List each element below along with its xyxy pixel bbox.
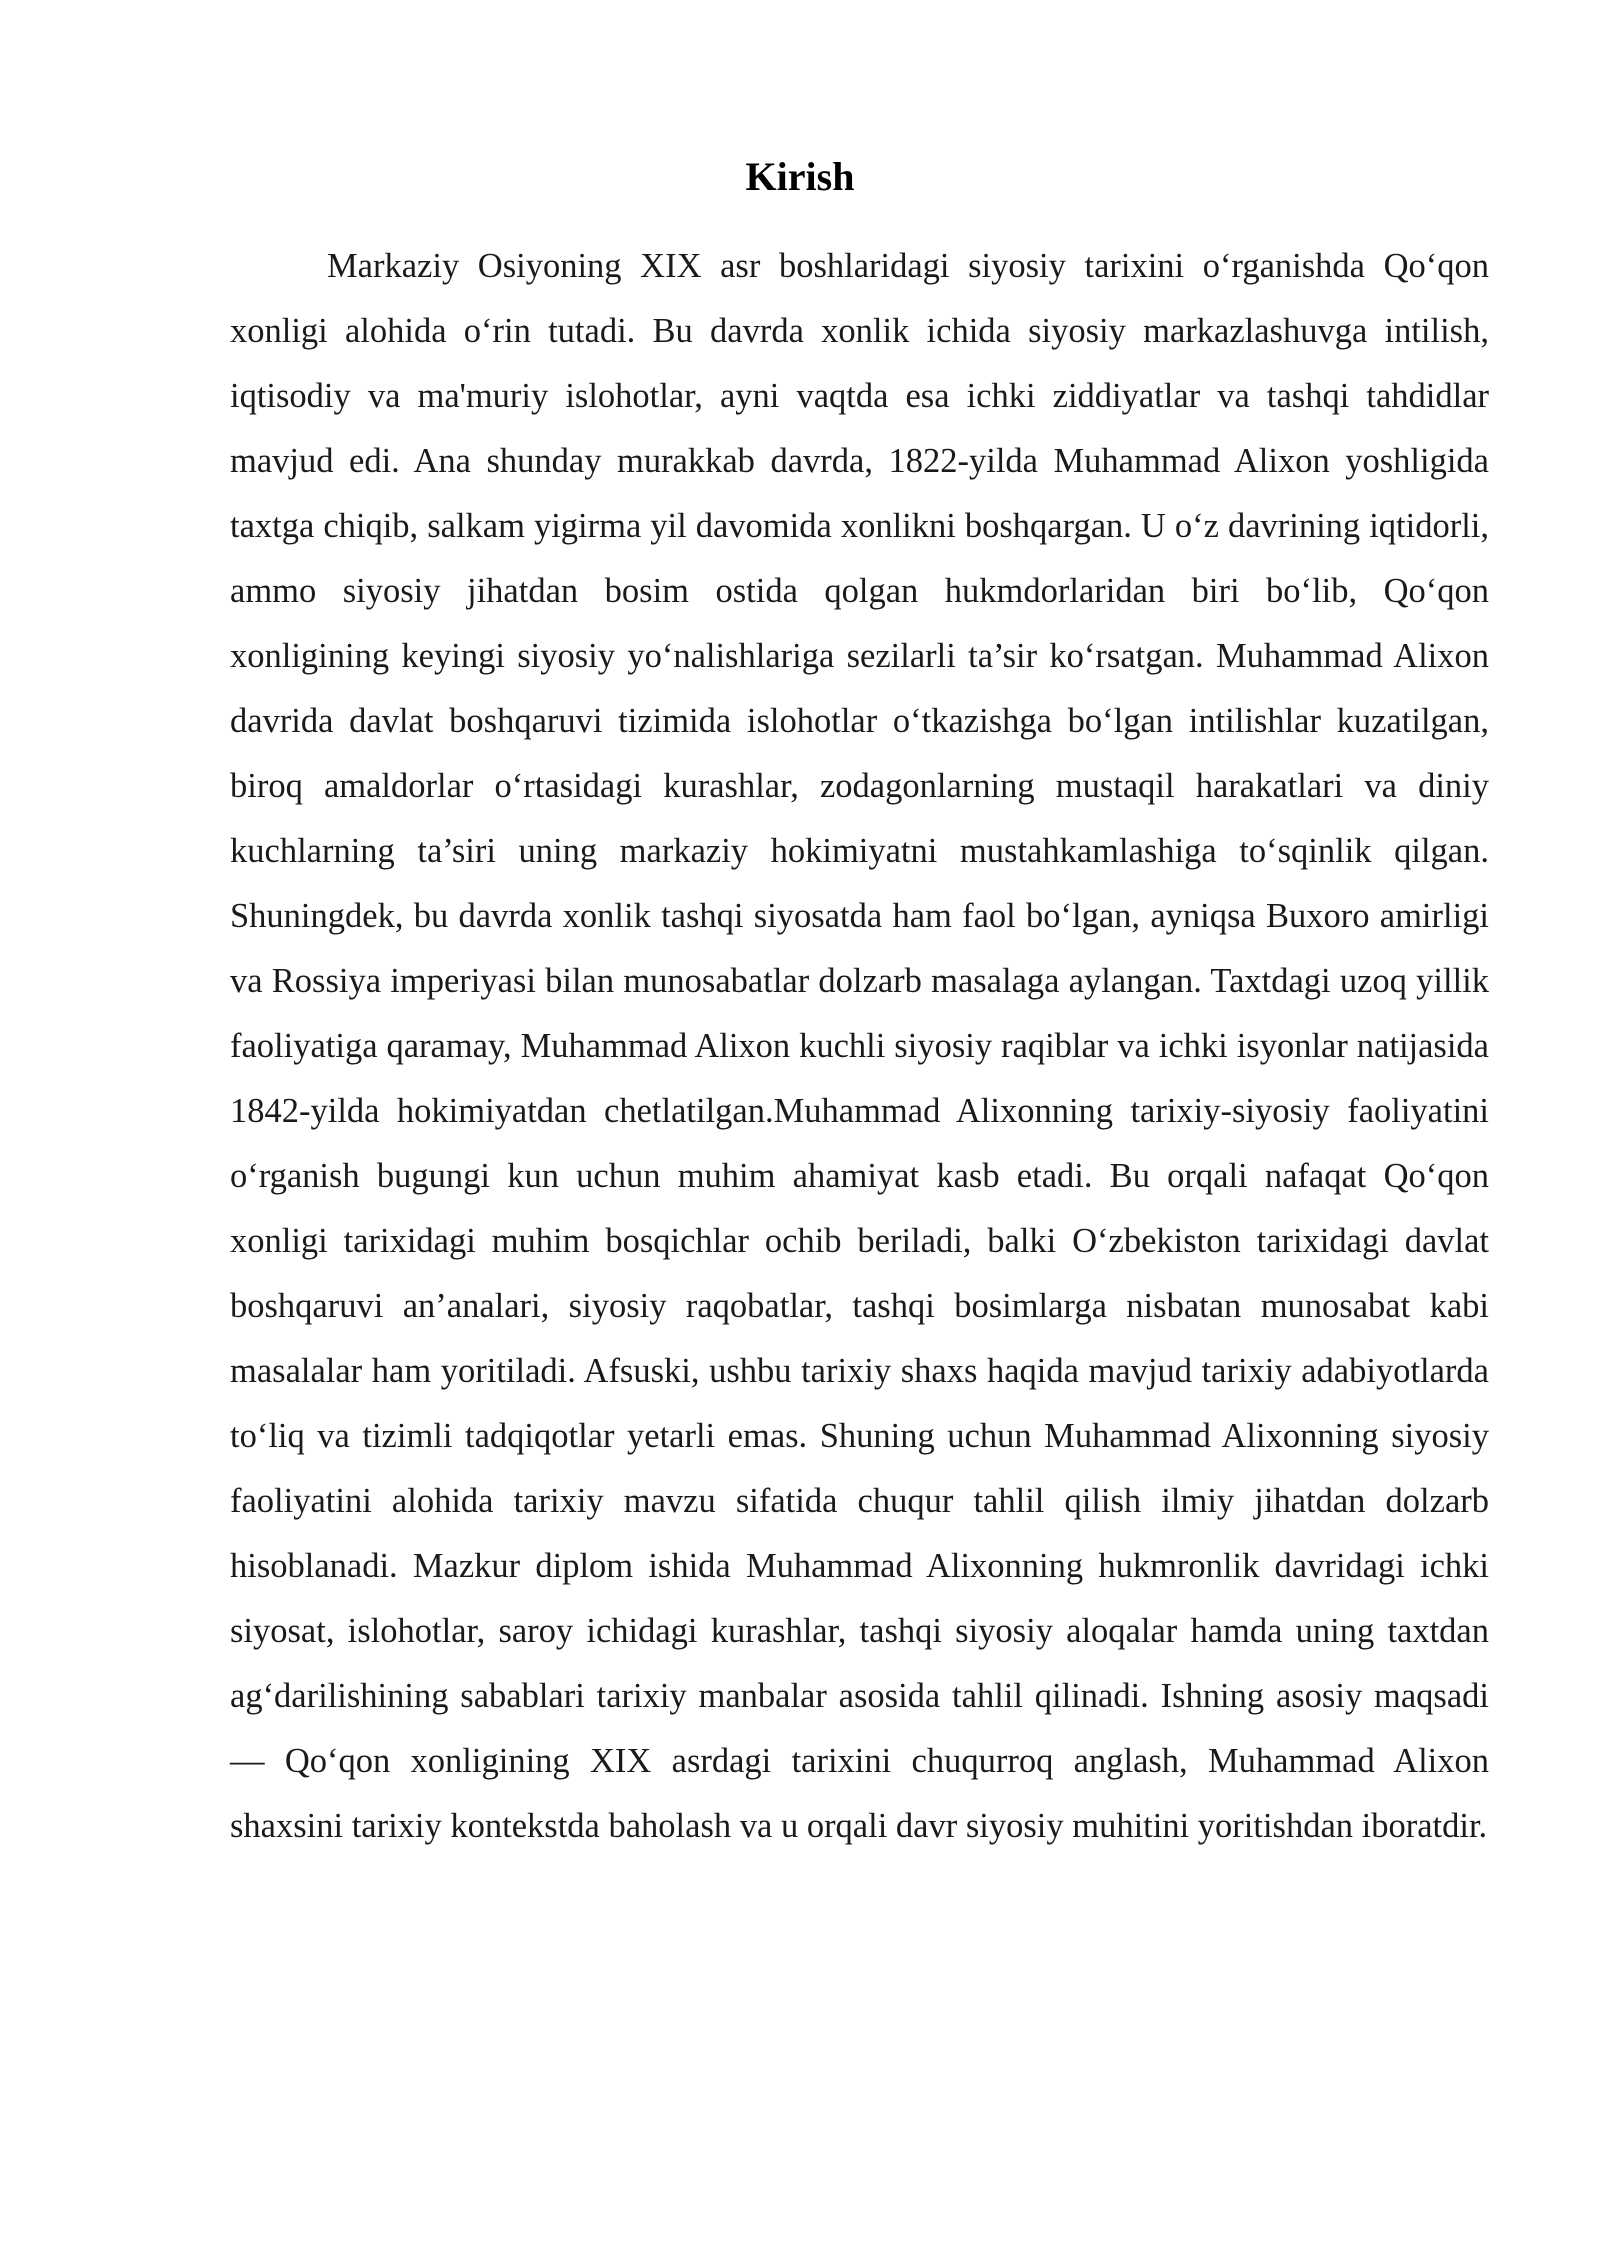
section-heading: Kirish	[745, 154, 855, 199]
intro-paragraph: Markaziy Osiyoning XIX asr boshlaridagi siyosiy tarixini o‘rganishda Qo‘qon xonligi alohida o‘rin tutadi. Bu davrda xonlik ichida siyosiy markazlashuvga intilish, iqtisodiy va ma'muriy islohotlar, ayni vaqtda esa ichki ziddiyatlar va tashqi tahdidlar mavjud edi. Ana shunday murakkab davrda, 1822-yilda Muhammad Alixon yoshligida taxtga chiqib, salkam yigirma yil davomida xonlikni boshqargan. U o‘z davrining iqtidorli, ammo siyosiy jihatdan bosim ostida qolgan hukmdorlaridan biri bo‘lib, Qo‘qon xonligining keyingi siyosiy yo‘nalishlariga sezilarli ta’sir ko‘rsatgan. Muhammad Alixon davrida davlat boshqaruvi tizimida islohotlar o‘tkazishga bo‘lgan intilishlar kuzatilgan, biroq amaldorlar o‘rtasidagi kurashlar, zodagonlarning mustaqil harakatlari va diniy kuchlarning ta’siri uning markaziy hokimiyatni mustahkamlashiga to‘sqinlik qilgan. Shuningdek, bu davrda xonlik tashqi siyosatda ham faol bo‘lgan, ayniqsa Buxoro amirligi va Rossiya imperiyasi bilan munosabatlar dolzarb masalaga aylangan. Taxtdagi uzoq yillik faoliyatiga qaramay, Muhammad Alixon kuchli siyosiy raqiblar va ichki isyonlar natijasida 1842-yilda hokimiyatdan chetlatilgan.Muhammad Alixonning tarixiy-siyosiy faoliyatini o‘rganish bugungi kun uchun muhim ahamiyat kasb etadi. Bu orqali nafaqat Qo‘qon xonligi tarixidagi muhim bosqichlar ochib beriladi, balki O‘zbekiston tarixidagi davlat boshqaruvi an’analari, siyosiy raqobatlar, tashqi bosimlarga nisbatan munosabat kabi masalalar ham yoritiladi. Afsuski, ushbu tarixiy shaxs haqida mavjud tarixiy adabiyotlarda to‘liq va tizimli tadqiqotlar yetarli emas. Shuning uchun Muhammad Alixonning siyosiy faoliyatini alohida tarixiy mavzu sifatida chuqur tahlil qilish ilmiy jihatdan dolzarb hisoblanadi. Mazkur diplom ishida Muhammad Alixonning hukmronlik davridagi ichki siyosat, islohotlar, saroy ichidagi kurashlar, tashqi siyosiy aloqalar hamda uning taxtdan ag‘darilishining sabablari tarixiy manbalar asosida tahlil qilinadi. Ishning asosiy maqsadi — Qo‘qon xonligining XIX asrdagi tarixini chuqurroq anglash, Muhammad Alixon shaxsini tarixiy kontekstda baholash va u orqali davr siyosiy muhitini yoritishdan iboratdir.	[230, 247, 1489, 1845]
